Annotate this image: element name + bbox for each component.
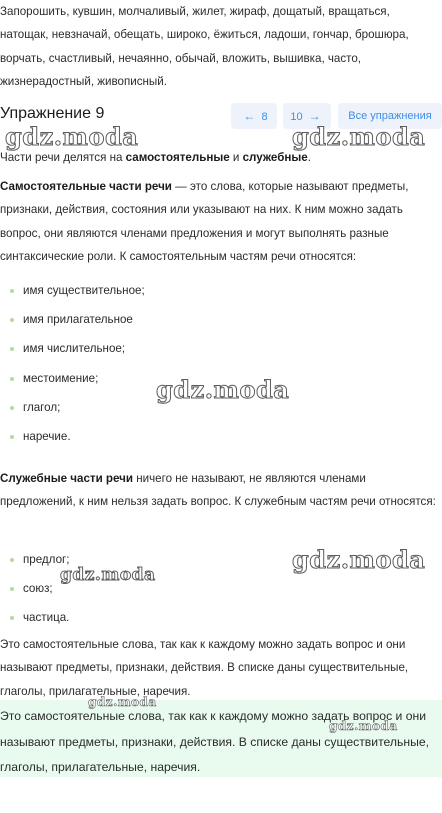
list-item: местоимение; (0, 370, 145, 399)
explanation-paragraph: Это самостоятельные слова, так как к каждому можно задать вопрос и они называют предметы, признаки, действия. В списке даны существительные, глаголы, прилагательные, наречия. (0, 638, 409, 698)
answer-text: Это самостоятельные слова, так как к каждому можно задать вопрос и они называют предметы, признаки, действия. В списке даны существительные, глаголы, прилагательные, наречия. (0, 709, 430, 774)
intro-bold-independent: самостоятельные (125, 151, 230, 164)
arrow-right-icon: → (308, 109, 321, 123)
intro-text-start: Части речи делятся на (0, 151, 126, 164)
exercise-header (0, 103, 442, 129)
prev-exercise-button[interactable] (231, 103, 277, 129)
list-item: частица. (0, 609, 69, 638)
watermark: gdz.moda (60, 565, 156, 585)
watermark: gdz.moda (156, 375, 290, 404)
list-item: имя существительное; (0, 282, 145, 311)
watermark: gdz.moda (292, 122, 426, 151)
auxiliary-definition-text: ничего не называют, не являются членами предложений, к ним нельзя задать вопрос. К служебным частям речи относятся: (0, 472, 436, 509)
watermark: gdz.moda (5, 122, 139, 151)
watermark: gdz.moda (292, 545, 426, 574)
list-item: имя прилагательное (0, 311, 145, 340)
independent-term: Самостоятельные части речи (0, 180, 172, 193)
auxiliary-definition (0, 467, 440, 514)
prev-exercise-label: 8 (261, 111, 268, 123)
auxiliary-term: Служебные части речи (0, 472, 134, 485)
list-item: наречие. (0, 428, 145, 457)
answer-block (0, 700, 442, 777)
independent-list (0, 282, 145, 457)
watermark: gdz.moda (329, 719, 398, 733)
arrow-left-icon: ← (243, 109, 256, 123)
word-list-paragraph: Запорошить, кувшин, молчаливый, жилет, жираф, дощатый, вращаться, натощак, невзначай, обещать, широко, ёжиться, ладоши, гончар, брошюра, ворчать, счастливый, нечаянно, обычай, вложить, вышивка, часто, жизнерадостный, живописный. (0, 5, 409, 89)
independent-definition (0, 175, 440, 269)
auxiliary-list (0, 551, 69, 639)
parts-of-speech-intro (0, 146, 440, 169)
intro-bold-auxiliary: служебные (242, 151, 308, 164)
next-exercise-button[interactable] (283, 103, 331, 129)
independent-definition-text: — это слова, которые называют предметы, признаки, действия, состояния или указывают на них. К ним можно задать вопрос, они являются членами предложения и могут выполнять разные синтаксические роли. К самостоятельным частям речи относятся: (0, 180, 409, 264)
list-item: предлог; (0, 551, 69, 580)
exercise-title: Упражнение 9 (0, 105, 105, 122)
watermark: gdz.moda (88, 695, 157, 709)
list-item: глагол; (0, 399, 145, 428)
list-item: союз; (0, 580, 69, 609)
list-item: имя числительное; (0, 340, 145, 369)
next-exercise-label: 10 (290, 111, 303, 123)
intro-text-end: . (307, 151, 311, 164)
intro-text-middle: и (229, 151, 243, 164)
all-exercises-button[interactable]: Все упражнения (338, 103, 442, 129)
